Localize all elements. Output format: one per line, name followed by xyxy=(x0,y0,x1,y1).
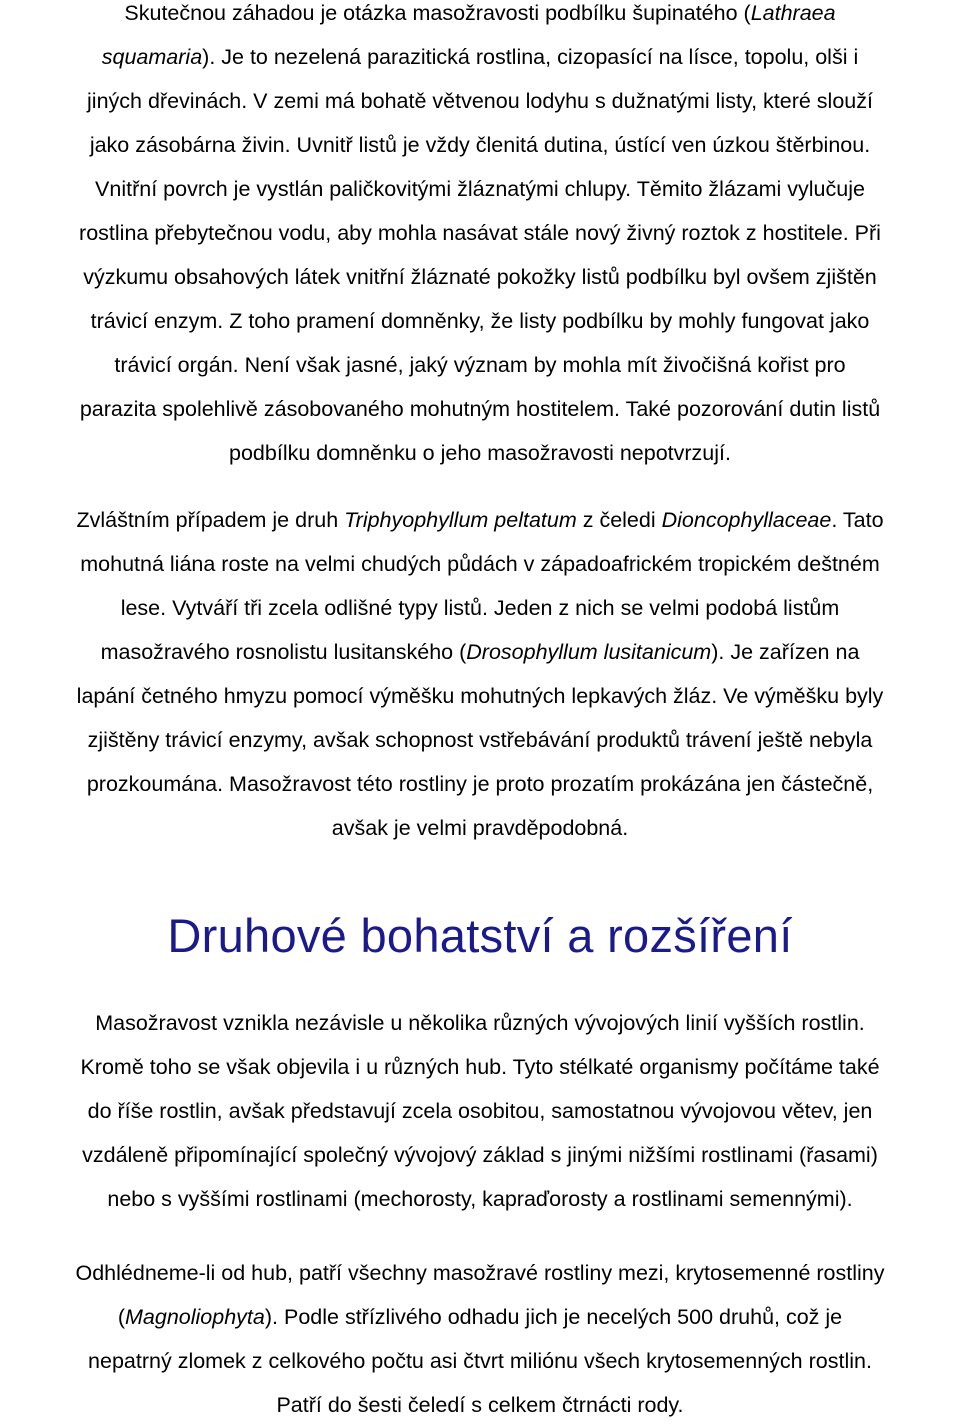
text-line: prozkoumána. Masožravost této rostliny je proto prozatím prokázána jen částečně, xyxy=(86,772,874,796)
text-run: ). Je zařízen na xyxy=(711,640,860,664)
text-run: Skutečnou záhadou je otázka masožravosti podbílku šupinatého ( xyxy=(124,1,751,25)
text-line xyxy=(0,637,960,667)
text-line: nebo s vyššími rostlinami (mechorosty, kapraďorosty a rostlinami semennými). xyxy=(107,1187,853,1211)
italic-taxon-name: Magnoliophyta xyxy=(125,1305,265,1329)
text-line: trávicí orgán. Není však jasné, jaký význam by mohla mít živočišná kořist pro xyxy=(114,353,846,377)
text-line: parazita spolehlivě zásobovaného mohutným hostitelem. Také pozorování dutin listů xyxy=(79,397,881,421)
text-line: lapání četného hmyzu pomocí výměšku mohutných lepkavých žláz. Ve výměšku byly xyxy=(76,684,884,708)
text-line: Masožravost vznikla nezávisle u několika různých vývojových linií vyšších rostlin. xyxy=(95,1011,865,1035)
text-run: masožravého rosnolistu lusitanského ( xyxy=(100,640,467,664)
text-line: nepatrný zlomek z celkového počtu asi čtvrt miliónu všech krytosemenných rostlin. xyxy=(88,1349,872,1373)
text-line: Patří do šesti čeledí s celkem čtrnácti rody. xyxy=(276,1393,684,1417)
text-line xyxy=(0,505,960,535)
text-run: ). Je to nezelená parazitická rostlina, cizopasící na lísce, topolu, olši i xyxy=(202,45,859,69)
text-run: . Tato xyxy=(831,508,884,532)
text-line: Odhlédneme-li od hub, patří všechny masožravé rostliny mezi, krytosemenné rostliny xyxy=(75,1261,885,1285)
text-line xyxy=(0,1302,960,1332)
text-line: jako zásobárna živin. Uvnitř listů je vždy členitá dutina, ústící ven úzkou štěrbinou. xyxy=(89,133,871,157)
text-line: do říše rostlin, avšak představují zcela osobitou, samostatnou vývojovou větev, jen xyxy=(87,1099,873,1123)
text-line: avšak je velmi pravděpodobná. xyxy=(331,816,629,840)
text-line: trávicí enzym. Z toho pramení domněnky, že listy podbílku by mohly fungovat jako xyxy=(90,309,870,333)
text-line: podbílku domněnku o jeho masožravosti nepotvrzují. xyxy=(229,441,731,465)
text-line: zjištěny trávicí enzymy, avšak schopnost vstřebávání produktů trávení ještě nebyla xyxy=(87,728,873,752)
text-run: ). Podle střízlivého odhadu jich je necelých 500 druhů, což je xyxy=(264,1305,843,1329)
text-line: vzdáleně připomínající společný vývojový základ s jinými nižšími rostlinami (řasami) xyxy=(82,1143,878,1167)
text-line: Kromě toho se však objevila i u různých hub. Tyto stélkaté organismy počítáme také xyxy=(80,1055,880,1079)
text-line: mohutná liána roste na velmi chudých půdách v západoafrickém tropickém deštném xyxy=(80,552,880,576)
section-heading: Druhové bohatství a rozšíření xyxy=(167,909,793,962)
text-line: Vnitřní povrch je vystlán paličkovitými žláznatými chlupy. Těmito žlázami vylučuje xyxy=(95,177,865,201)
text-line: jiných dřevinách. V zemi má bohatě větvenou lodyhu s dužnatými listy, které slouží xyxy=(87,89,873,113)
text-line: výzkumu obsahových látek vnitřní žláznaté pokožky listů podbílku byl ovšem zjištěn xyxy=(83,265,877,289)
text-run: ( xyxy=(117,1305,126,1329)
text-run: z čeledi xyxy=(576,508,662,532)
italic-family-name: Dioncophyllaceae xyxy=(661,508,832,532)
text-line: rostlina přebytečnou vodu, aby mohla nasávat stále nový živný roztok z hostitele. Při xyxy=(79,221,881,245)
text-line: lese. Vytváří tři zcela odlišné typy listů. Jeden z nich se velmi podobá listům xyxy=(120,596,840,620)
italic-species-name: Lathraea xyxy=(750,1,836,25)
text-line xyxy=(0,42,960,72)
italic-species-name: Drosophyllum lusitanicum xyxy=(466,640,712,664)
italic-species-name: squamaria xyxy=(101,45,203,69)
text-run: Zvláštním případem je druh xyxy=(76,508,345,532)
text-line xyxy=(0,0,960,28)
italic-species-name: Triphyophyllum peltatum xyxy=(344,508,577,532)
